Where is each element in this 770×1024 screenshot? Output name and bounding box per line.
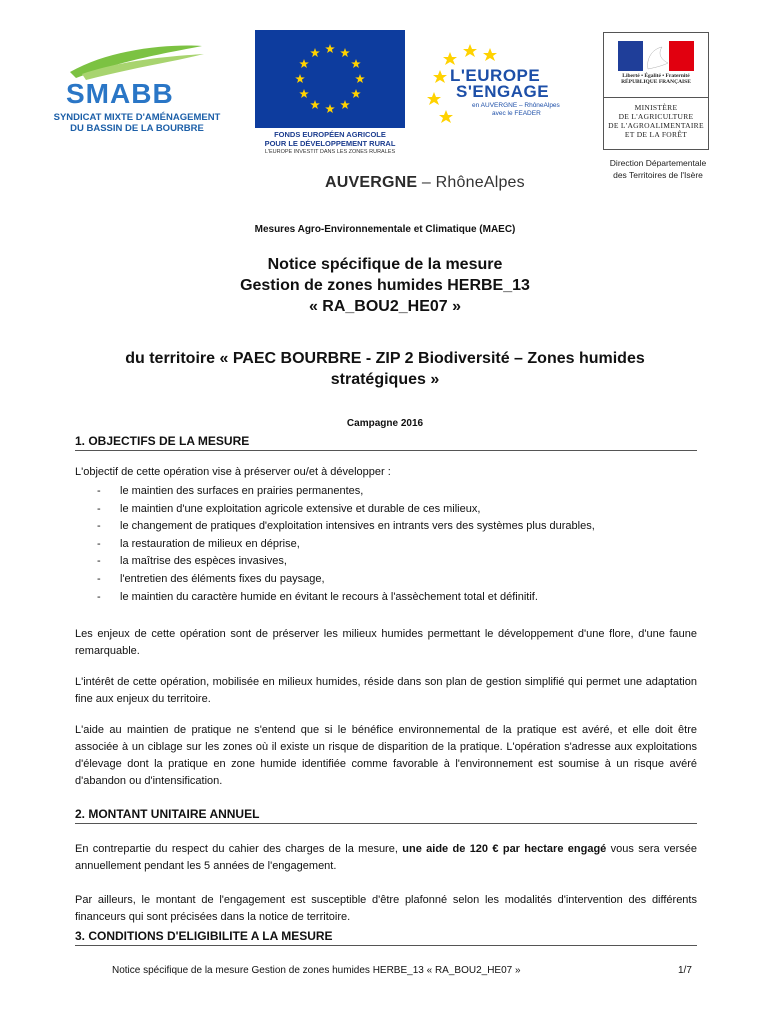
region-part1: AUVERGNE (325, 174, 418, 191)
eu-fund-line2: POUR LE DÉVELOPPEMENT RURAL (264, 139, 396, 148)
list-item-text: le maintien d'une exploitation agricole extensive et durable de ces milieux, (120, 502, 481, 515)
ministere-line2: DE L'AGRICULTURE (618, 112, 694, 121)
ministere-name (608, 103, 704, 139)
ministere-line3: DE L'AGROALIMENTAIRE (608, 121, 704, 130)
aide-paragraph: L'aide au maintien de pratique ne s'entend que si le bénéfice environnemental de la pratique est avéré, et elle doit être associée à un ciblage sur les zones où il existe un risque de disparition de la pratique. L'opération s'adresse aux exploitations d'élevage dont la pratique en zone humide identifiée comme favorable à l'environnement est soumise à un risque avéré d'abandon ou d'intensification. (75, 724, 697, 787)
eu-star-icon (325, 44, 335, 53)
smabb-line1: SYNDICAT MIXTE D'AMÉNAGEMENT (53, 112, 221, 123)
eu-star-icon (340, 100, 350, 109)
objectifs-intro: L'objectif de cette opération vise à préserver ou/et à développer : (75, 466, 391, 478)
region-logo (325, 174, 525, 192)
montant-text-before: En contrepartie du respect du cahier des charges de la mesure, (75, 843, 403, 855)
ddt-caption (596, 157, 720, 181)
ministere-line1: MINISTÈRE (634, 103, 678, 112)
eu-star-icon (299, 89, 309, 98)
dash-bullet: - (97, 590, 101, 603)
list-item (75, 483, 697, 501)
title-line2: Gestion de zones humides HERBE_13 (240, 277, 530, 294)
title-line3: « RA_BOU2_HE07 » (308, 298, 462, 315)
region-sep: – (417, 174, 436, 191)
plafond-paragraph: Par ailleurs, le montant de l'engagement est susceptible d'être plafonné selon les modalités d'intervention des différents financeurs qui sont précisées dans la notice de territoire. (75, 894, 697, 923)
europe-engage-sub1: en AUVERGNE – RhôneAlpes (472, 102, 560, 109)
list-item (75, 518, 697, 536)
montant-amount: une aide de 120 € par hectare engagé (402, 843, 607, 855)
list-item (75, 501, 697, 519)
smabb-line2: DU BASSIN DE LA BOURBRE (70, 123, 204, 134)
dash-bullet: - (97, 555, 101, 568)
campagne-label: Campagne 2016 (346, 418, 424, 429)
interet-paragraph: L'intérêt de cette opération, mobilisée en milieux humides, réside dans son plan de gestion simplifié qui permet une adaptation fine aux enjeux du territoire. (75, 676, 697, 705)
section-heading-montant: 2. MONTANT UNITAIRE ANNUEL (75, 807, 697, 824)
smabb-subtitle (52, 112, 222, 134)
ddt-line1: Direction Départementale (609, 158, 707, 168)
eu-star-icon (340, 48, 350, 57)
republique-francaise (604, 73, 708, 85)
list-item (75, 589, 697, 607)
eu-star-icon (310, 100, 320, 109)
europe-engage-word2: S'ENGAGE (456, 82, 550, 101)
maec-label: Mesures Agro-Environnementale et Climatique (MAEC) (254, 224, 516, 235)
ddt-line2: des Territoires de l'Isère (613, 170, 703, 180)
eu-flag (255, 30, 405, 128)
rf-name: RÉPUBLIQUE FRANÇAISE (621, 79, 691, 85)
list-item-text: la restauration de milieux en déprise, (120, 537, 300, 550)
dash-bullet: - (97, 572, 101, 585)
rf-motto: Liberté • Égalité • Fraternité (622, 73, 690, 79)
dash-bullet: - (97, 537, 101, 550)
ministere-line4: ET DE LA FORÊT (624, 130, 688, 139)
eu-star-icon (325, 104, 335, 113)
montant-text-after: vous sera versée annuellement pendant les 5 années de l'engagement. (75, 843, 697, 872)
eu-fund-caption (255, 130, 405, 157)
enjeux-paragraph: Les enjeux de cette opération sont de préserver les milieux humides permettant le développement d'une flore, d'une faune remarquable. (75, 628, 697, 657)
objectifs-list (75, 483, 697, 606)
eu-star-icon (355, 74, 365, 83)
europe-engage-logo (420, 40, 560, 130)
eu-star-icon (351, 59, 361, 68)
list-item-text: la maîtrise des espèces invasives, (120, 555, 287, 568)
ministere-logo (603, 32, 709, 150)
page-number: 1/7 (678, 965, 692, 976)
eu-star-icon (299, 59, 309, 68)
list-item-text: le maintien du caractère humide en évitant le recours à l'assèchement total et définitif. (120, 590, 538, 603)
europe-engage-word1: L'EUROPE (450, 66, 541, 85)
dash-bullet: - (97, 485, 101, 497)
list-item-text: le changement de pratiques d'exploitation intensives en intrants vers des systèmes plus durables, (120, 520, 595, 533)
list-item (75, 571, 697, 589)
smabb-logo (52, 42, 222, 137)
territory-title (0, 348, 770, 390)
list-item-text: l'entretien des éléments fixes du paysage, (120, 572, 325, 585)
region-part2: RhôneAlpes (435, 174, 525, 191)
list-item (75, 536, 697, 554)
ministere-divider (604, 97, 708, 98)
eu-star-icon (351, 89, 361, 98)
list-item (75, 553, 697, 571)
eu-stars-icon (255, 30, 405, 128)
section-heading-objectifs: 1. OBJECTIFS DE LA MESURE (75, 434, 697, 451)
territory-line1: du territoire « PAEC BOURBRE - ZIP 2 Biodiversité – Zones humides (125, 350, 645, 367)
marianne-icon (618, 41, 694, 71)
smabb-swoosh-icon (52, 42, 222, 82)
montant-paragraph (75, 841, 697, 875)
document-title (0, 254, 770, 317)
dash-bullet: - (97, 502, 101, 515)
list-item-text: le maintien des surfaces en prairies permanentes, (120, 485, 364, 497)
section-heading-conditions: 3. CONDITIONS D'ELIGIBILITE A LA MESURE (75, 929, 697, 946)
page-footer: Notice spécifique de la mesure Gestion de zones humides HERBE_13 « RA_BOU2_HE07 » (112, 965, 521, 976)
territory-line2: stratégiques » (330, 371, 440, 388)
eu-fund-line3: L'EUROPE INVESTIT DANS LES ZONES RURALES (264, 149, 396, 155)
dash-bullet: - (97, 520, 101, 533)
eu-star-icon (295, 74, 305, 83)
eu-star-icon (310, 48, 320, 57)
europe-engage-sub2: avec le FEADER (492, 110, 541, 117)
smabb-name: SMABB (66, 78, 174, 109)
eu-fund-line1: FONDS EUROPÉEN AGRICOLE (274, 130, 386, 139)
title-line1: Notice spécifique de la mesure (267, 256, 503, 273)
